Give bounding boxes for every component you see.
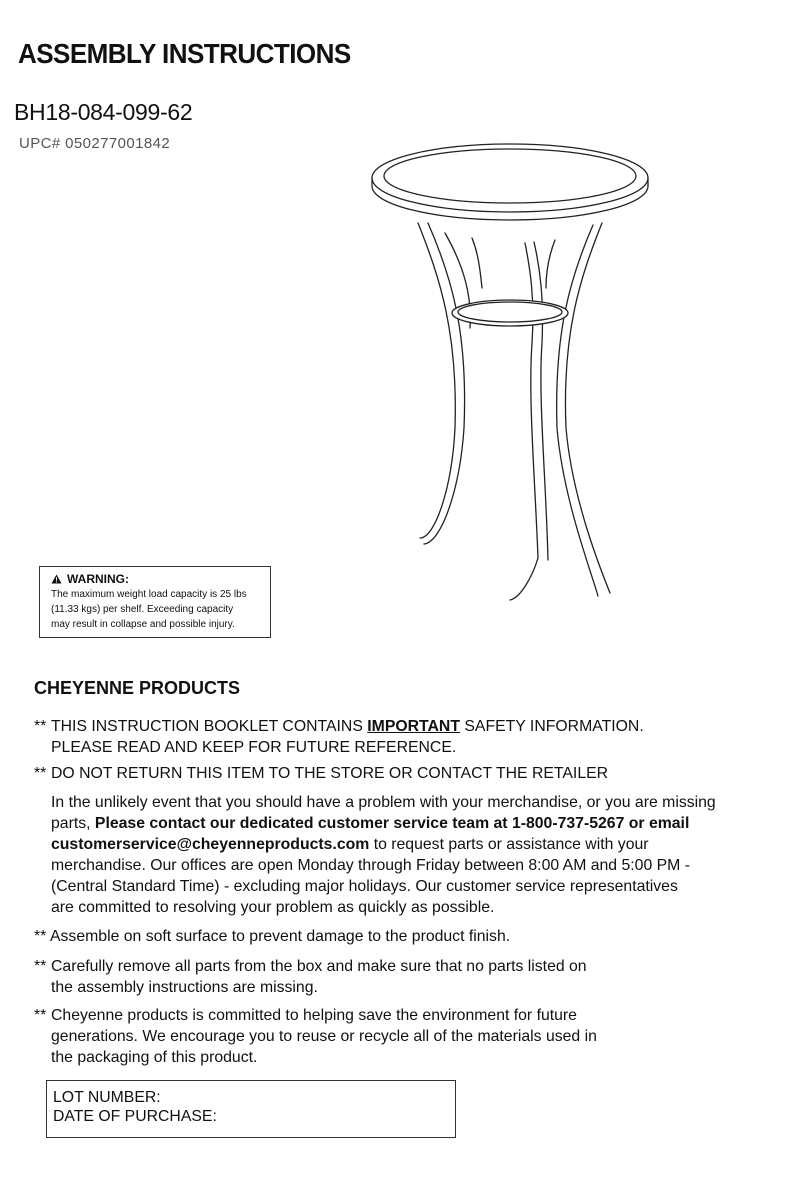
note-text: THIS INSTRUCTION BOOKLET CONTAINS [51, 718, 368, 735]
weight-warning-box [39, 566, 271, 638]
table-top [372, 144, 648, 220]
contact-paragraph-line [51, 813, 806, 835]
bullet: ** [34, 718, 47, 735]
warning-line: (11.33 kgs) per shelf. Exceeding capacity [51, 604, 234, 615]
note-important-line2: PLEASE READ AND KEEP FOR FUTURE REFERENCE. [51, 739, 457, 756]
bullet: ** [34, 1007, 47, 1024]
model-number: BH18-084-099-62 [14, 99, 193, 125]
warning-text [51, 587, 266, 632]
warning-line: The maximum weight load capacity is 25 lbs [51, 589, 247, 600]
note-environment: Cheyenne products is committed to helping save the environment for future [51, 1007, 577, 1024]
lower-shelf [452, 300, 568, 326]
contact-paragraph-line: (Central Standard Time) - excluding major holidays. Our customer service representatives [51, 878, 678, 895]
note-text: parts, [51, 815, 95, 832]
note-environment-line2: generations. We encourage you to reuse or recycle all of the materials used in [51, 1028, 597, 1045]
upc-code: UPC# 050277001842 [19, 135, 171, 152]
note-do-not-return: DO NOT RETURN THIS ITEM TO THE STORE OR CONTACT THE RETAILER [51, 765, 609, 782]
contact-paragraph-line: merchandise. Our offices are open Monday through Friday between 8:00 AM and 5:00 PM - [51, 857, 690, 874]
warning-triangle-icon [51, 574, 62, 584]
note-text: SAFETY INFORMATION. [460, 718, 644, 735]
side-table-illustration [360, 128, 680, 608]
document-title: ASSEMBLY INSTRUCTIONS [18, 38, 351, 69]
note-soft-surface: Assemble on soft surface to prevent damage to the product finish. [50, 928, 511, 945]
contact-paragraph-line [51, 834, 806, 856]
warning-line: may result in collapse and possible injury. [51, 619, 235, 630]
company-name: CHEYENNE PRODUCTS [34, 678, 241, 698]
note-important [51, 716, 806, 738]
contact-email: customerservice@cheyenneproducts.com [51, 836, 370, 853]
important-word: IMPORTANT [367, 718, 460, 735]
contact-paragraph-line: In the unlikely event that you should have a problem with your merchandise, or you are missing [51, 794, 716, 811]
date-of-purchase-label: DATE OF PURCHASE: [53, 1108, 217, 1125]
contact-phone: Please contact our dedicated customer service team at 1-800-737-5267 or email [94, 815, 690, 832]
warning-heading-text: WARNING: [67, 572, 129, 586]
contact-paragraph-line: are committed to resolving your problem as quickly as possible. [51, 899, 495, 916]
bullet: ** [34, 958, 47, 975]
bullet: ** [34, 928, 47, 945]
lot-number-box [46, 1080, 456, 1138]
warning-heading [51, 572, 266, 587]
note-remove-parts-line2: the assembly instructions are missing. [51, 979, 318, 996]
bullet: ** [34, 765, 47, 782]
note-remove-parts: Carefully remove all parts from the box and make sure that no parts listed on [51, 958, 587, 975]
lot-number-label: LOT NUMBER: [53, 1089, 161, 1106]
note-environment-line3: the packaging of this product. [51, 1049, 258, 1066]
note-text: to request parts or assistance with your [369, 836, 649, 853]
table-legs [418, 223, 610, 600]
